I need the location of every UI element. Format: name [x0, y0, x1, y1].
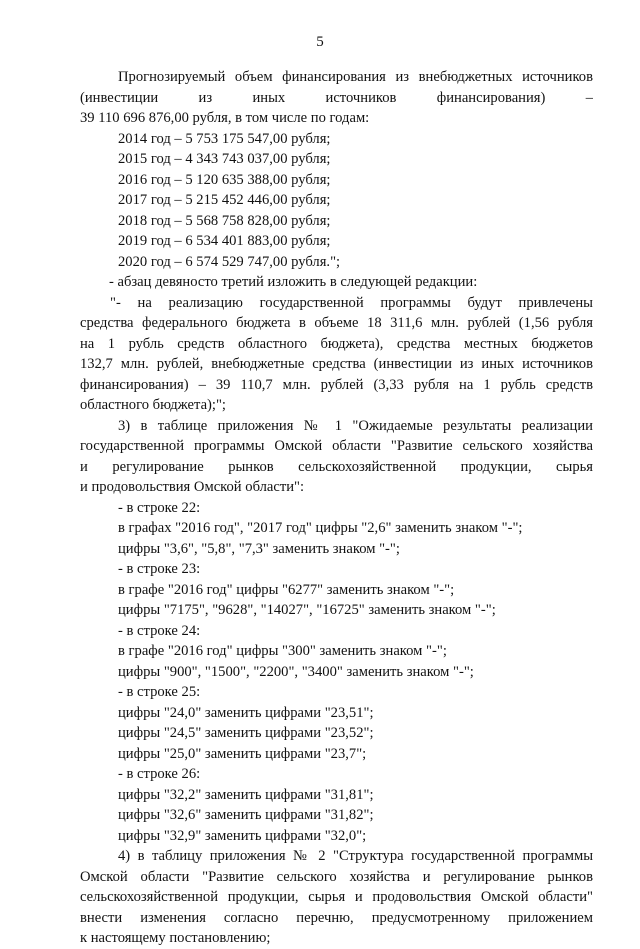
- text-line: цифры "32,6" заменить цифрами "31,82";: [118, 807, 374, 823]
- text-line: цифры "24,5" заменить цифрами "23,52";: [118, 725, 374, 741]
- text-line: финансирования) – 39 110,7 млн. рублей (3,33 рубля на 1 рубль средств: [80, 376, 593, 393]
- text-line: в графах "2016 год", "2017 год" цифры "2,6" заменить знаком "-";: [118, 520, 523, 536]
- text-line: цифры "32,9" заменить цифрами "32,0";: [118, 827, 367, 844]
- text-line: 132,7 млн. рублей, внебюджетные средства (инвестиции из иных источников: [80, 356, 593, 372]
- text-line: цифры "7175", "9628", "14027", "16725" заменить знаком "-";: [118, 602, 496, 618]
- text-line: 3) в таблице приложения № 1 "Ожидаемые результаты реализации: [118, 417, 593, 434]
- text-line: - в строке 26:: [118, 766, 201, 782]
- text-line: Прогнозируемый объем финансирования из внебюджетных источников: [118, 69, 593, 85]
- text-line: - абзац девяносто третий изложить в следующей редакции:: [109, 274, 478, 290]
- text-line: (инвестиции из иных источников финансирования) –: [80, 89, 593, 106]
- text-line: областного бюджета);";: [80, 397, 226, 413]
- text-line: государственной программы Омской области "Развитие сельского хозяйства: [80, 438, 593, 454]
- text-line: на 1 рубль средств областного бюджета), средства местных бюджетов: [80, 335, 593, 352]
- text-line: цифры "900", "1500", "2200", "3400" заменить знаком "-";: [118, 663, 474, 680]
- text-line: 2020 год – 6 574 529 747,00 рубля.";: [118, 253, 341, 270]
- text-line: к настоящему постановлению;: [80, 930, 271, 946]
- text-line: средства федерального бюджета в объеме 18 311,6 млн. рублей (1,56 рубля: [80, 315, 593, 331]
- text-line: - в строке 22:: [118, 499, 201, 516]
- document-body: [80, 67, 593, 949]
- text-line: 4) в таблицу приложения № 2 "Структура государственной программы: [118, 848, 593, 864]
- text-line: в графе "2016 год" цифры "300" заменить знаком "-";: [118, 643, 447, 659]
- text-line: цифры "24,0" заменить цифрами "23,51";: [118, 704, 374, 721]
- text-line: и продовольствия Омской области":: [80, 479, 305, 495]
- text-line: 39 110 696 876,00 рубля, в том числе по годам:: [80, 110, 370, 126]
- text-line: 2014 год – 5 753 175 547,00 рубля;: [118, 130, 331, 147]
- text-line: и регулирование рынков сельскохозяйственной продукции, сырья: [80, 458, 593, 475]
- text-line: цифры "25,0" заменить цифрами "23,7";: [118, 745, 367, 762]
- text-line: цифры "3,6", "5,8", "7,3" заменить знаком "-";: [118, 540, 400, 557]
- text-line: - в строке 25:: [118, 684, 201, 700]
- text-line: 2015 год – 4 343 743 037,00 рубля;: [118, 151, 331, 167]
- text-line: 2016 год – 5 120 635 388,00 рубля;: [118, 171, 331, 188]
- text-line: - в строке 24:: [118, 622, 201, 639]
- text-line: - в строке 23:: [118, 561, 201, 577]
- text-line: сельскохозяйственной продукции, сырья и продовольствия Омской области": [80, 889, 593, 905]
- text-line: Омской области "Развитие сельского хозяйства и регулирование рынков: [80, 868, 593, 885]
- text-line: 2018 год – 5 568 758 828,00 рубля;: [118, 212, 331, 229]
- text-line: 2017 год – 5 215 452 446,00 рубля;: [118, 192, 331, 208]
- text-line: "- на реализацию государственной программы будут привлечены: [110, 294, 593, 311]
- page-number: 5: [316, 34, 324, 50]
- text-line: 2019 год – 6 534 401 883,00 рубля;: [118, 233, 331, 249]
- text-line: цифры "32,2" заменить цифрами "31,81";: [118, 786, 374, 803]
- text-line: внести изменения согласно перечню, предусмотренному приложением: [80, 909, 593, 926]
- text-line: в графе "2016 год" цифры "6277" заменить знаком "-";: [118, 581, 455, 598]
